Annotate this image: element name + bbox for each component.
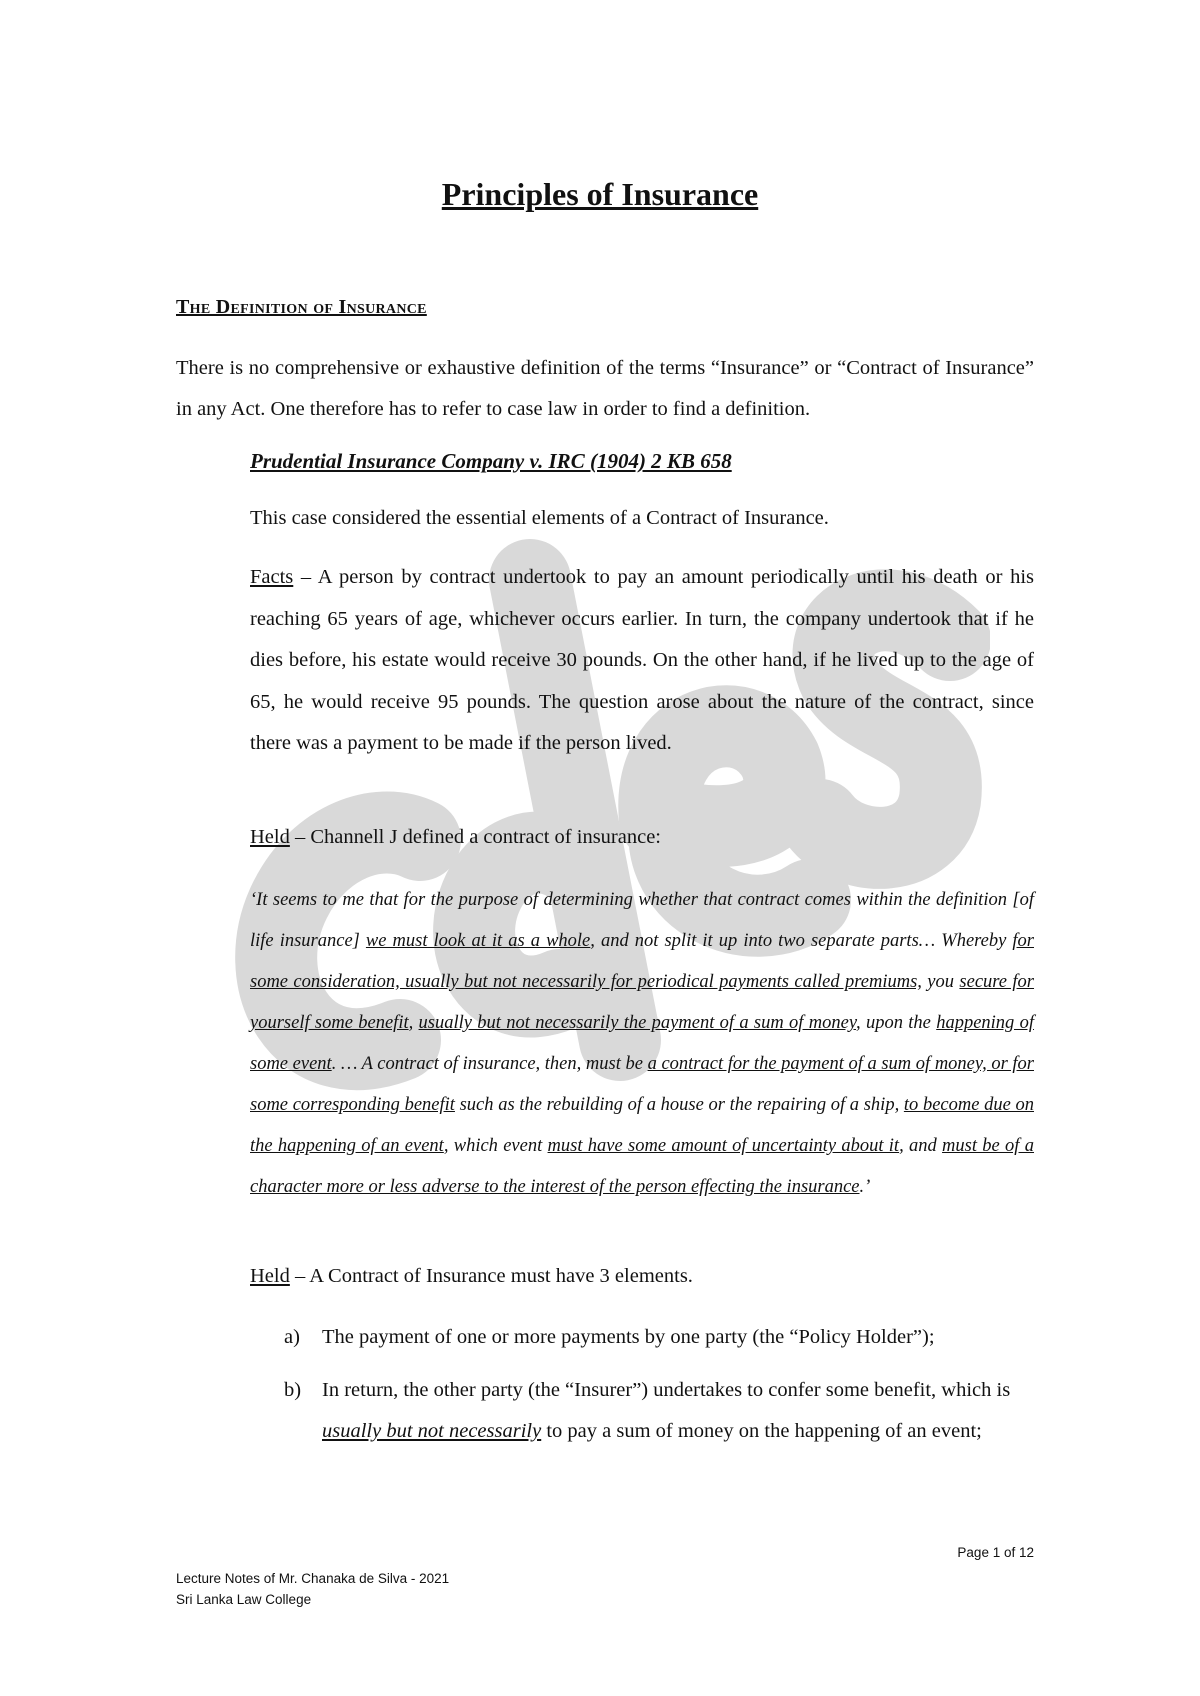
quote-segment: .’ — [859, 1177, 871, 1197]
facts-label: Facts — [250, 566, 294, 588]
quote-segment: , — [408, 1013, 419, 1033]
list-emphasis: usually but not necessarily — [322, 1420, 542, 1442]
quote-segment: , which event — [443, 1136, 548, 1156]
held-paragraph-1 — [250, 826, 661, 849]
held-text-1: – Channell J defined a contract of insurance: — [289, 826, 662, 848]
list-text: In return, the other party (the “Insurer”) undertakes to confer some benefit, which is — [322, 1379, 1011, 1401]
quote-underlined-segment: must be of a character more or less adverse to the interest of the person effecting the insurance — [250, 1136, 1034, 1197]
quote-underlined-segment: secure for yourself some benefit — [250, 972, 1035, 1033]
elements-list — [284, 1317, 1034, 1464]
quote-underlined-segment: a contract for the payment of a sum of money, or for some corresponding benefit — [250, 1054, 1034, 1115]
intro-paragraph: There is no comprehensive or exhaustive definition of the terms “Insurance” or “Contract of Insurance” in any Act. One therefore has to refer to case law in order to find a definition. — [176, 357, 1034, 420]
list-item — [284, 1370, 1034, 1452]
list-marker: a) — [284, 1326, 300, 1348]
quote-segment: you — [921, 972, 960, 992]
quote-segment: . … A contract of insurance, then, must be — [331, 1054, 648, 1074]
list-text: to pay a sum of money on the happening of an event; — [541, 1420, 982, 1442]
footer-author: Lecture Notes of Mr. Chanaka de Silva - 2021 — [176, 1571, 450, 1586]
quote-underlined-segment: happening of some event — [250, 1013, 1034, 1074]
page-title: Principles of Insurance — [441, 176, 759, 212]
quote-underlined-segment: usually but not necessarily the payment of a sum of money — [418, 1013, 857, 1033]
facts-text: – A person by contract undertook to pay an amount periodically until his death or his reaching 65 years of age, whichever occurs earlier. In turn, the company undertook that if he dies before, his estate would receive 30 pounds. On the other hand, if he lived up to the age of 65, he would receive 95 pounds. The question arose about the nature of the contract, since there was a payment to be made if the person lived. — [250, 566, 1034, 754]
list-marker: b) — [284, 1379, 302, 1401]
held-text-2: – A Contract of Insurance must have 3 elements. — [289, 1265, 693, 1287]
list-text: The payment of one or more payments by one party (the “Policy Holder”); — [322, 1326, 935, 1348]
footer-institution: Sri Lanka Law College — [176, 1592, 312, 1607]
quote-segment: ‘It seems to me that for the purpose of determining whether that contract comes within the definition [of life insurance] — [250, 890, 1034, 951]
case-description: This case considered the essential elements of a Contract of Insurance. — [250, 507, 829, 529]
quote-segment: , and not split it up into two separate parts… Whereby — [590, 931, 1013, 951]
held-label-2: Held — [250, 1265, 290, 1287]
held-label-1: Held — [250, 826, 290, 848]
quote-segment: such as the rebuilding of a house or the repairing of a ship, — [454, 1095, 904, 1115]
section-heading: The Definition of Insurance — [176, 296, 427, 318]
judgment-quote — [250, 880, 1034, 1208]
quote-underlined-segment: for some consideration, usually but not necessarily for periodical payments called premiums, — [250, 931, 1034, 992]
quote-segment: , and — [899, 1136, 943, 1156]
page-number: Page 1 of 12 — [957, 1545, 1034, 1560]
held-paragraph-2 — [250, 1265, 693, 1288]
quote-segment: , upon the — [856, 1013, 937, 1033]
list-item — [284, 1317, 1034, 1358]
facts-paragraph — [250, 557, 1034, 765]
quote-underlined-segment: we must look at it as a whole — [365, 931, 591, 951]
footer-note — [176, 1568, 449, 1610]
quote-underlined-segment: must have some amount of uncertainty about it — [547, 1136, 900, 1156]
quote-underlined-segment: to become due on the happening of an event — [250, 1095, 1034, 1156]
case-title: Prudential Insurance Company v. IRC (1904) 2 KB 658 — [250, 449, 732, 473]
